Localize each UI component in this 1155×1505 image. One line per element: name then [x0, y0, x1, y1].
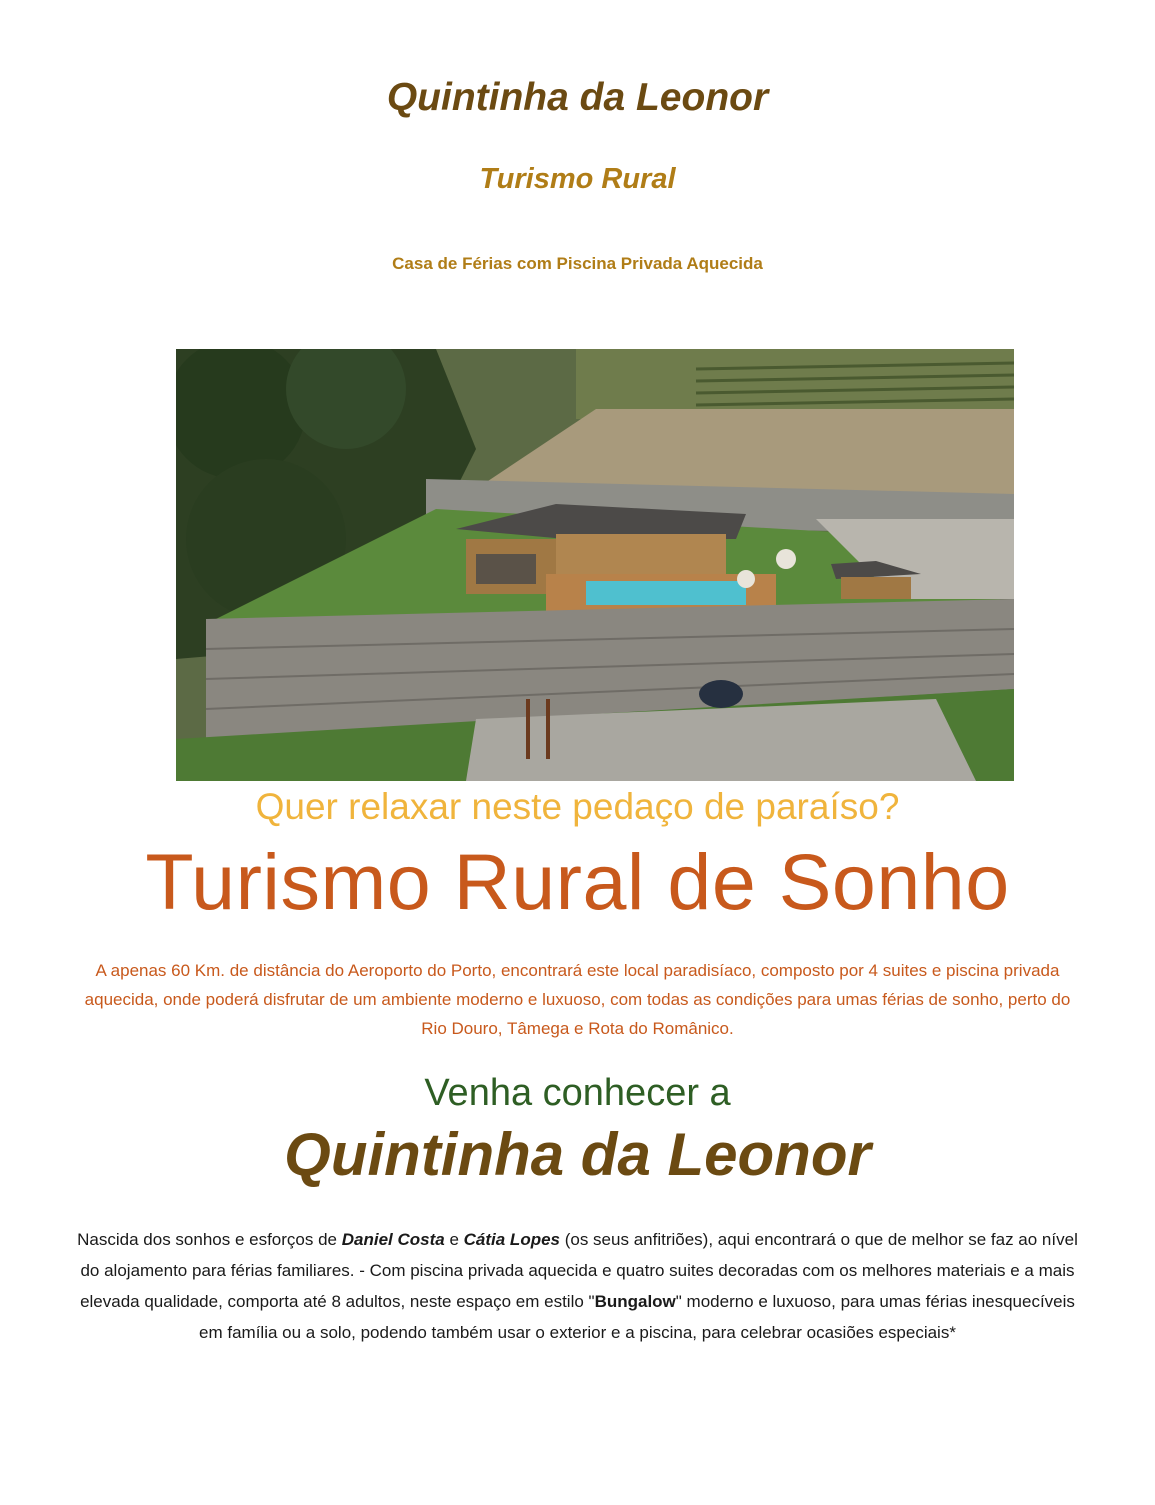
page-subtitle: Turismo Rural: [479, 163, 676, 195]
style-bungalow: Bungalow: [594, 1292, 676, 1311]
story-text-1: Nascida dos sonhos e esforços de: [77, 1230, 342, 1249]
hero-intro-paragraph: A apenas 60 Km. de distância do Aeroporto do Porto, encontrará este local paradisíaco, composto por 4 suites e piscina privada aquecida, onde poderá disfrutar de um ambiente moderno e luxuoso, com todas as condições para umas férias de sonho, perto do Rio Douro, Tâmega e Rota do Românico.: [84, 961, 1071, 1038]
page-tagline: Casa de Férias com Piscina Privada Aquecida: [392, 254, 763, 273]
host-name-catia: Cátia Lopes: [463, 1230, 560, 1249]
story-text-2: e: [444, 1230, 464, 1249]
aerial-photo-illustration: [176, 349, 1014, 781]
property-aerial-photo: [176, 349, 1014, 781]
host-name-daniel: Daniel Costa: [341, 1230, 445, 1249]
page-title: Quintinha da Leonor: [386, 76, 769, 119]
story-text-4: " moderno e luxuoso, para umas férias inesquecíveis em família ou a solo, podendo também usar o exterior e a piscina, para celebrar ocasiões especiais*: [199, 1292, 1075, 1342]
cta-property-name: Quintinha da Leonor: [284, 1121, 871, 1188]
hero-question: Quer relaxar neste pedaço de paraíso?: [255, 786, 900, 827]
story-text-3: (os seus anfitriões), aqui encontrará o que de melhor se faz ao nível do alojamento para férias familiares. - Com piscina privada aquecida e quatro suites decoradas com os melhores materiais e a mais elevada qualidade, comporta até 8 adultos, neste espaço em estilo ": [80, 1230, 1078, 1311]
story-paragraph: [76, 1224, 1079, 1348]
hero-headline: Turismo Rural de Sonho: [145, 837, 1010, 926]
cta-come-text: Venha conhecer a: [424, 1072, 731, 1114]
